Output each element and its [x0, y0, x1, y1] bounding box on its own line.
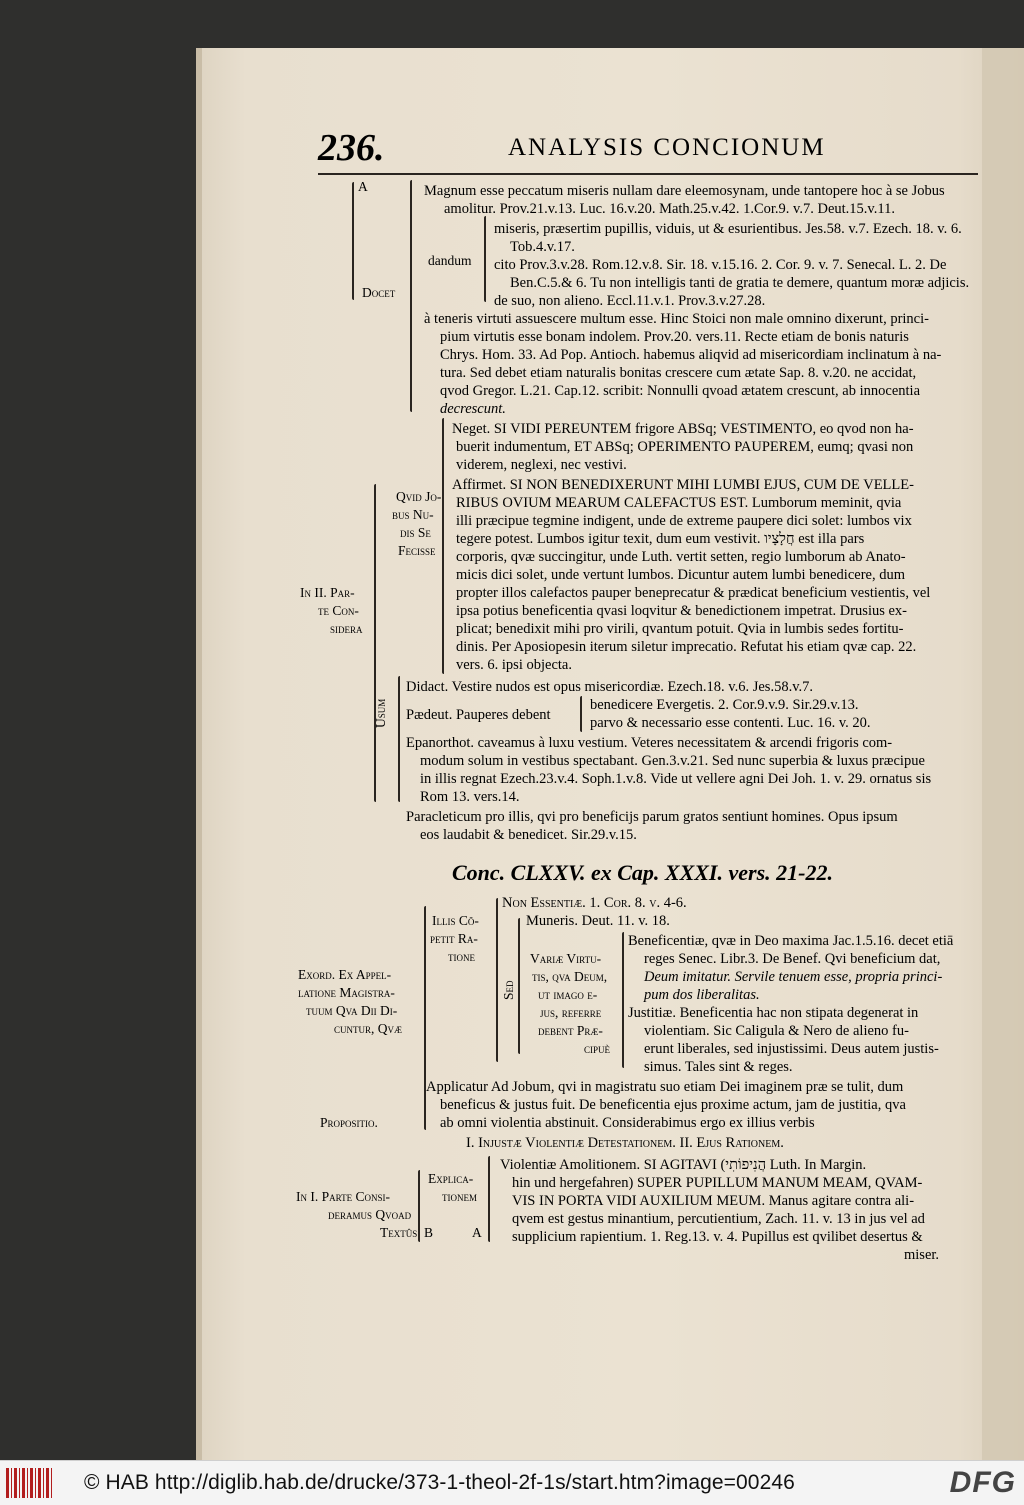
label-propositio: Propositio. [320, 1115, 378, 1130]
s2-line-19: modum solum in vestibus spectabant. Gen.3.v.21. Sed nunc superbia & luxus præcipue [420, 753, 925, 769]
label-explica-1: tionem [442, 1189, 477, 1204]
header-rule [318, 173, 978, 175]
brace-paedeut [580, 696, 582, 732]
s2-line-4: RIBUS OVIUM MEARUM CALEFACTUS EST. Lumborum meminit, qvia [456, 495, 902, 511]
dfg-logo: DFG [949, 1466, 1016, 1499]
label-a-section4: A [472, 1225, 482, 1240]
label-exord-0: Exord. Ex Appel- [298, 967, 392, 982]
brace-main-a [352, 182, 354, 300]
label-variae-5: cipuè [584, 1041, 611, 1056]
s2-line-2: viderem, neglexi, nec vestivi. [456, 457, 627, 473]
brace-usum [398, 676, 400, 802]
label-quid-2: dis Se [400, 525, 431, 540]
s2-line-14: Didact. Vestire nudos est opus misericordiæ. Ezech.18. v.6. Jes.58.v.7. [406, 679, 814, 695]
s2-line-6: tegere potest. Lumbos igitur texit, dum eum vestivit. חֲלָצָיו est illa pars [456, 531, 865, 547]
s4-line-3: qvem est gestus minantium, percutientium, Zach. 11. v. 13 in jus vel ad [512, 1211, 925, 1227]
s2-line-23: eos laudabit & benedicet. Sir.29.v.15. [420, 827, 637, 843]
label-b: B [424, 1225, 434, 1240]
label-docet: Docet [362, 285, 396, 300]
brace-variae [622, 932, 624, 1068]
s3-line-9: simus. Tales sint & reges. [644, 1059, 793, 1075]
s1-line-9: Chrys. Hom. 33. Ad Pop. Antioch. habemus aliqvid ad misericordiam inclinatum à na- [440, 347, 942, 363]
s2-line-16: Pædeut. Pauperes debent [406, 707, 551, 723]
label-illis-2: tione [448, 949, 475, 964]
running-title: ANALYSIS CONCIONUM [508, 134, 826, 161]
s3-line-8: erunt liberales, sed injustissimi. Deus autem justis- [644, 1041, 939, 1057]
barcode-icon [6, 1468, 54, 1498]
label-quid-3: Fecisse [398, 543, 436, 558]
s3-line-3: reges Senec. Libr.3. De Benef. Qvi beneficium dat, [644, 951, 941, 967]
label-variae-3: jus, referre [540, 1005, 602, 1020]
s4-line-4: supplicium rapientium. 1. Reg.13. v. 4. Pupillus est qvilibet desertus & [512, 1229, 923, 1245]
facing-page-margin [982, 48, 1024, 1460]
brace-exord [424, 906, 426, 1130]
brace-dandum [484, 216, 486, 302]
source-url[interactable]: © HAB http://diglib.hab.de/drucke/373-1-theol-2f-1s/start.htm?image=00246 [84, 1471, 795, 1494]
label-part1-2: Textûs [380, 1225, 418, 1240]
label-variae-4: debent Præ- [538, 1023, 603, 1038]
s3-line-6: Justitiæ. Beneficentia hac non stipata degenerat in [628, 1005, 919, 1021]
label-part1-1: deramus Qvoad [328, 1207, 412, 1222]
label-part1-0: In I. Parte Consi- [296, 1189, 390, 1204]
brace-quid [442, 418, 444, 674]
s3-line-7: violentiam. Sic Caligula & Nero de alieno fu- [644, 1023, 909, 1039]
footer-bar [0, 1460, 1024, 1505]
s3-line-0: Non Essentiæ. 1. Cor. 8. v. 4-6. [502, 895, 687, 911]
s3-line-2: Beneficentiæ, qvæ in Deo maxima Jac.1.5.16. decet etiā [628, 933, 954, 949]
s2-line-15: benedicere Evergetis. 2. Cor.9.v.9. Sir.29.v.13. [590, 697, 859, 713]
s2-line-9: propter illos calefactos pauper beneprecatur & prædicat beneficium vestientis, vel [456, 585, 931, 601]
s1-line-10: tura. Sed debet etiam naturalis bonitas crescere cum ætate Sap. 8. v.20. ne accidat, [440, 365, 917, 381]
s1-line-1: amolitur. Prov.21.v.13. Luc. 16.v.20. Math.25.v.42. 1.Cor.9. v.7. Deut.15.v.11. [444, 201, 895, 217]
s1-line-11: qvod Gregor. L.21. Cap.12. scribit: Nonnulli qvoad ætatem crescunt, ab innocentia [440, 383, 921, 399]
s4-line-1: hin und hergefahren) SUPER PUPILLUM MANUM MEAM, QVAM- [512, 1175, 923, 1191]
page-number: 236. [318, 127, 385, 169]
label-illis-1: petit Ra- [430, 931, 478, 946]
s1-line-2: miseris, præsertim pupillis, viduis, ut & esurientibus. Jes.58. v.7. Ezech. 18. v. 6. [494, 221, 962, 237]
brace-part2 [374, 484, 376, 802]
s2-line-13: vers. 6. ipsi objecta. [456, 657, 572, 673]
label-quid-0: Qvid Jo- [396, 489, 442, 504]
label-illis-0: Illis Cõ- [432, 913, 479, 928]
label-exord-3: cuntur, Qvæ [334, 1021, 403, 1036]
label-dandum: dandum [428, 253, 472, 268]
s2-line-10: ipsa potius beneficentia qvasi loqvitur & benedictionem impetrat. Drusius ex- [456, 603, 908, 619]
s2-line-20: in illis regnat Ezech.23.v.4. Soph.1.v.8. Vide ut vellere agni Dei Joh. 1. v. 29. ornatus sis [420, 771, 932, 787]
s3-line-1: Muneris. Deut. 11. v. 18. [526, 913, 670, 929]
s2-line-18: Epanorthot. caveamus à luxu vestium. Veteres necessitatem & arcendi frigoris com- [406, 735, 893, 751]
brace-explica [488, 1156, 490, 1242]
s2-line-7: corporis, qvæ succingitur, unde Luth. vertit setten, regio lumborum ab Anato- [456, 549, 906, 565]
label-a: A [358, 179, 368, 194]
brace-illis [496, 898, 498, 1062]
s1-line-0: Magnum esse peccatum miseris nullam dare eleemosynam, unde tantopere hoc à se Jobus [424, 183, 945, 199]
s2-line-5: illi præcipue tegmine indigent, unde de extreme paupere dici solet: lumbos vix [456, 513, 912, 529]
s3-line-13: I. Injustæ Violentiæ Detestationem. II. Ejus Rationem. [466, 1135, 784, 1151]
s4-line-0: Violentiæ Amolitionem. SI AGITAVI (הֲנִיפוֹתִי Luth. In Margin. [500, 1157, 867, 1173]
concio-title: Conc. CLXXV. ex Cap. XXXI. vers. 21-22. [452, 860, 833, 885]
label-variae-2: ut imago e- [538, 987, 598, 1002]
s1-line-4: cito Prov.3.v.28. Rom.12.v.8. Sir. 18. v.15.16. 2. Cor. 9. v. 7. Senecal. L. 2. De [494, 257, 947, 273]
s4-line-5: miser. [904, 1247, 940, 1263]
brace-part1 [418, 1170, 420, 1242]
label-part2-2: sidera [330, 621, 363, 636]
s1-line-8: pium virtutis esse bonam indolem. Prov.20. vers.11. Recte etiam de bonis naturis [440, 329, 909, 345]
s1-line-3: Tob.4.v.17. [510, 239, 575, 255]
s3-line-5: pum dos liberalitas. [644, 987, 760, 1003]
label-explica-0: Explica- [428, 1171, 474, 1186]
label-exord-1: latione Magistra- [298, 985, 395, 1000]
s1-line-7: à teneris virtuti assuescere multum esse. Hinc Stoici non male omnino dixerunt, princi- [424, 311, 929, 327]
s1-line-5: Ben.C.5.& 6. Tu non intelligis tanti de gratia te demere, quantum moræ adjicis. [510, 275, 970, 291]
s1-line-12: decrescunt. [440, 401, 506, 417]
s4-line-2: VIS IN PORTA VIDI AUXILIUM MEUM. Manus agitare contra ali- [512, 1193, 915, 1209]
s2-line-3: Affirmet. SI NON BENEDIXERUNT MIHI LUMBI EJUS, CUM DE VELLE- [452, 477, 914, 493]
brace-sed [518, 918, 520, 1054]
s1-line-6: de suo, non alieno. Eccl.11.v.1. Prov.3.v.27.28. [494, 293, 766, 309]
s3-line-12: ab omni violentia abstinuit. Considerabimus ergo ex illius verbis [440, 1115, 815, 1131]
brace-docet [410, 180, 412, 412]
s2-line-0: Neget. SI VIDI PEREUNTEM frigore ABSq; VESTIMENTO, eo qvod non ha- [452, 421, 914, 437]
label-part2-0: In II. Par- [300, 585, 355, 600]
label-usum: Usum [373, 698, 388, 728]
s2-line-12: dinis. Per Aposiopesin iterum siletur imprecatio. Refutat his etiam qvæ cap. 22. [456, 639, 917, 655]
label-sed: Sed [501, 980, 516, 1000]
label-exord-2: tuum Qva Dii Di- [306, 1003, 398, 1018]
s2-line-17: parvo & necessario esse contenti. Luc. 16. v. 20. [590, 715, 871, 731]
page-edge [196, 48, 202, 1460]
s3-line-10: Applicatur Ad Jobum, qvi in magistratu suo etiam Dei imaginem præ se tulit, dum [426, 1079, 904, 1095]
label-part2-1: te Con- [318, 603, 359, 618]
s2-line-22: Paracleticum pro illis, qvi pro beneficijs parum gratos sentiunt homines. Opus ipsum [406, 809, 898, 825]
s2-line-11: plicat; benedixit mihi pro virili, qvantum potuit. Qvia in lumbis sedes fortitu- [456, 621, 904, 637]
s2-line-21: Rom 13. vers.14. [420, 789, 520, 805]
label-variae-1: tis, qva Deum, [532, 969, 608, 984]
label-quid-1: bus Nu- [392, 507, 434, 522]
s3-line-4: Deum imitatur. Servile tenuem esse, propria princi- [644, 969, 943, 985]
s2-line-1: buerit indumentum, ET ABSq; OPERIMENTO PAUPEREM, eumq; qvasi non [456, 439, 914, 455]
s3-line-11: beneficus & justus fuit. De beneficentia ejus proxime actum, jam de justitia, qva [440, 1097, 906, 1113]
s2-line-8: micis dici solet, unde vertunt lumbos. Dicuntur autem lumbi benedicere, dum [456, 567, 905, 583]
label-variae-0: Variæ Virtu- [530, 951, 602, 966]
